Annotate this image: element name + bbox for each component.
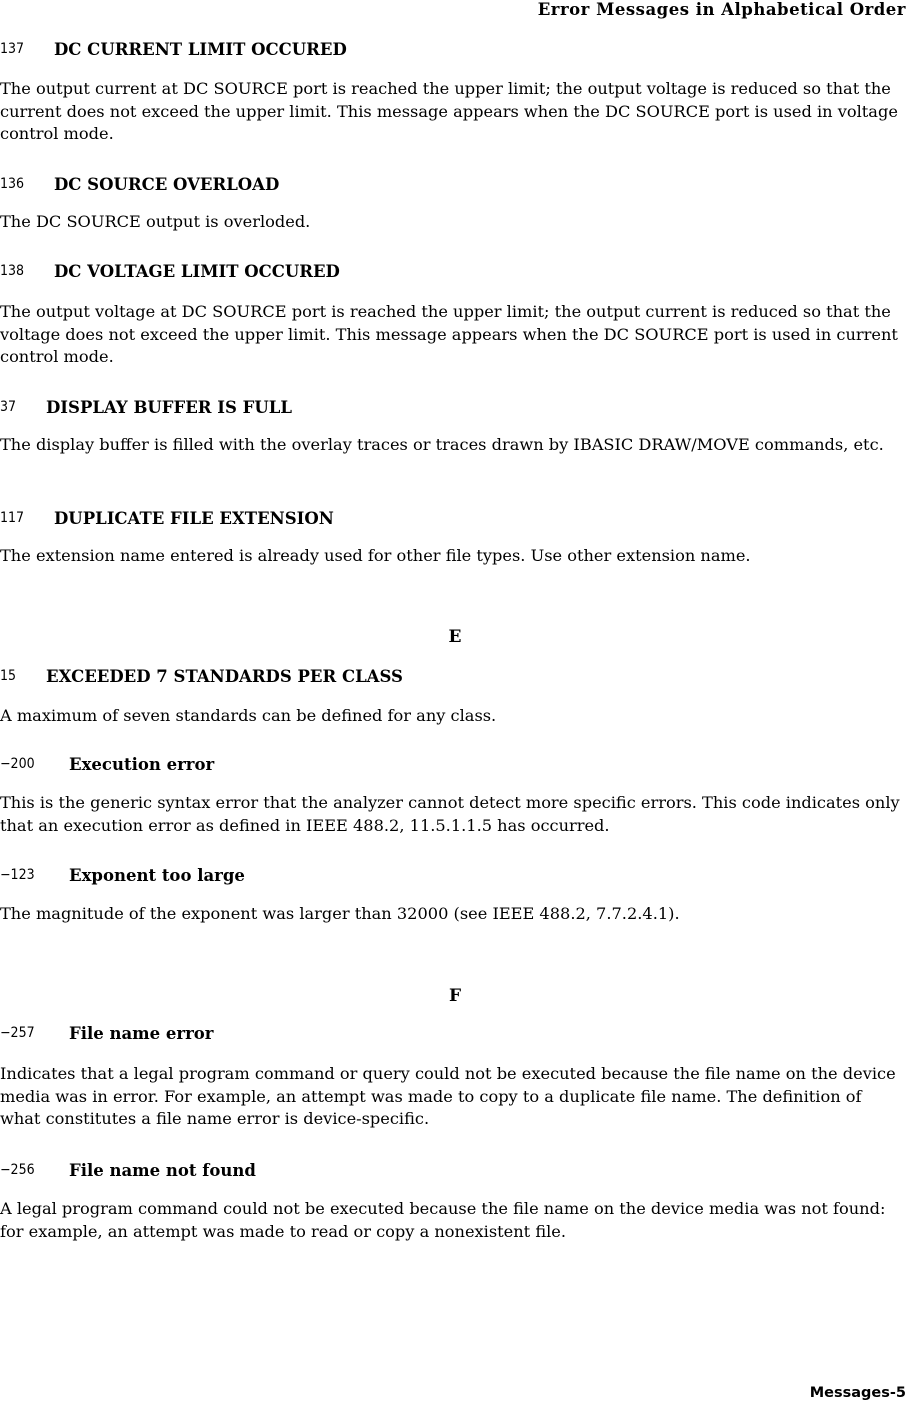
error-code: −257 <box>0 1025 35 1041</box>
section-letter: F <box>448 986 462 1006</box>
error-code: 117 <box>0 510 25 526</box>
error-code: −123 <box>0 867 35 883</box>
error-code: 136 <box>0 176 25 192</box>
error-description: The output current at DC SOURCE port is reached the upper limit; the output voltage is reduced so that the current does not exceed the upper limit. This message appears when the DC SOURCE port is used in voltage control mode. <box>0 79 898 143</box>
error-title: Exponent too large <box>69 866 245 885</box>
error-code: −200 <box>0 756 35 772</box>
page-folio: Messages-5 <box>809 1385 906 1401</box>
error-code: 137 <box>0 41 25 57</box>
error-description: A maximum of seven standards can be defined for any class. <box>0 706 497 725</box>
error-description: A legal program command could not be executed because the file name on the device media was not found: for example, an attempt was made to read or copy a nonexistent file. <box>0 1199 886 1241</box>
error-title: DC SOURCE OVERLOAD <box>54 175 280 194</box>
error-code: −256 <box>0 1162 35 1178</box>
error-code: 37 <box>0 399 17 415</box>
error-description: The DC SOURCE output is overloded. <box>0 212 311 231</box>
error-code: 15 <box>0 668 17 684</box>
error-description: Indicates that a legal program command or query could not be executed because the file name on the device media was in error. For example, an attempt was made to copy to a duplicate file name. The definition of what constitutes a file name error is device-specific. <box>0 1064 896 1128</box>
error-title: DC VOLTAGE LIMIT OCCURED <box>54 262 340 281</box>
error-title: File name not found <box>69 1161 256 1180</box>
error-title: Execution error <box>69 755 215 774</box>
error-title: File name error <box>69 1024 214 1043</box>
error-title: DUPLICATE FILE EXTENSION <box>54 509 334 528</box>
error-description: The output voltage at DC SOURCE port is reached the upper limit; the output current is reduced so that the voltage does not exceed the upper limit. This message appears when the DC SOURCE port is used in current control mode. <box>0 302 898 366</box>
error-description: The extension name entered is already used for other file types. Use other extension name. <box>0 546 751 565</box>
running-head: Error Messages in Alphabetical Order <box>537 0 906 19</box>
error-description: This is the generic syntax error that the analyzer cannot detect more specific errors. This code indicates only that an execution error as defined in IEEE 488.2, 11.5.1.1.5 has occurred. <box>0 793 900 835</box>
error-title: EXCEEDED 7 STANDARDS PER CLASS <box>46 667 403 686</box>
error-title: DISPLAY BUFFER IS FULL <box>46 398 292 417</box>
error-description: The display buffer is filled with the overlay traces or traces drawn by IBASIC DRAW/MOVE commands, etc. <box>0 435 884 454</box>
error-code: 138 <box>0 263 25 279</box>
section-letter: E <box>448 627 462 647</box>
error-title: DC CURRENT LIMIT OCCURED <box>54 40 347 59</box>
error-description: The magnitude of the exponent was larger than 32000 (see IEEE 488.2, 7.7.2.4.1). <box>0 904 680 923</box>
